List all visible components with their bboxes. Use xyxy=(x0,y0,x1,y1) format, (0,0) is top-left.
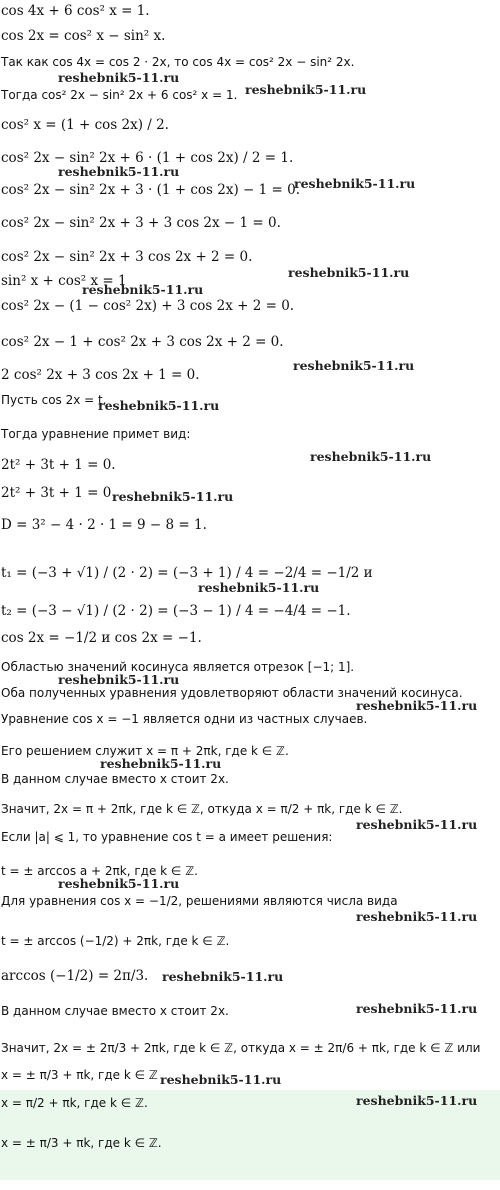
solution-line: Значит, 2x = ± 2π/3 + 2πk, где k ∈ ℤ, откуда x = ± 2π/6 + πk, где k ∈ ℤ или xyxy=(1,1041,481,1055)
watermark: reshebnik5-11.ru xyxy=(100,756,222,771)
solution-line: cos² 2x − (1 − cos² 2x) + 3 cos 2x + 2 = 0. xyxy=(1,298,295,314)
solution-line: В данном случае вместо x стоит 2x. xyxy=(1,772,229,786)
watermark: reshebnik5-11.ru xyxy=(58,672,180,687)
solution-line: Если |a| ⩽ 1, то уравнение cos t = a имеет решения: xyxy=(1,830,333,844)
solution-line: t = ± arccos a + 2πk, где k ∈ ℤ. xyxy=(1,864,198,878)
solution-line: arccos (−1/2) = 2π/3. xyxy=(1,968,149,984)
solution-line: Пусть cos 2x = t. xyxy=(1,393,107,407)
watermark: reshebnik5-11.ru xyxy=(58,164,180,179)
solution-line: cos² 2x − sin² 2x + 3 + 3 cos 2x − 1 = 0. xyxy=(1,215,281,231)
solution-line: Уравнение cos x = −1 является одни из частных случаев. xyxy=(1,712,368,726)
solution-line: cos² 2x − sin² 2x + 3 · (1 + cos 2x) − 1 = 0. xyxy=(1,182,301,198)
solution-line: cos² x = (1 + cos 2x) / 2. xyxy=(1,117,169,133)
solution-line: cos 2x = −1/2 и cos 2x = −1. xyxy=(1,630,202,646)
watermark: reshebnik5-11.ru xyxy=(162,969,284,984)
solution-line: Его решением служит x = π + 2πk, где k ∈ ℤ. xyxy=(1,744,289,758)
watermark: reshebnik5-11.ru xyxy=(58,876,180,891)
watermark: reshebnik5-11.ru xyxy=(98,398,220,413)
solution-line: t = ± arccos (−1/2) + 2πk, где k ∈ ℤ. xyxy=(1,934,230,948)
watermark: reshebnik5-11.ru xyxy=(112,489,234,504)
solution-line: sin² x + cos² x = 1 xyxy=(1,273,127,289)
solution-line: cos 4x + 6 cos² x = 1. xyxy=(1,3,150,19)
watermark: reshebnik5-11.ru xyxy=(245,82,367,97)
solution-line: t₂ = (−3 − √1) / (2 · 2) = (−3 − 1) / 4 = −4/4 = −1. xyxy=(1,603,351,619)
solution-line: cos 2x = cos² x − sin² x. xyxy=(1,28,166,44)
solution-line: Так как cos 4x = cos 2 · 2x, то cos 4x = cos² 2x − sin² 2x. xyxy=(1,55,355,69)
watermark: reshebnik5-11.ru xyxy=(356,1001,478,1016)
answer-line: x = π/2 + πk, где k ∈ ℤ. xyxy=(1,1096,148,1110)
solution-line: Оба полученных уравнения удовлетворяют области значений косинуса. xyxy=(1,686,463,700)
solution-line: Для уравнения cos x = −1/2, решениями являются числа вида xyxy=(1,894,398,908)
watermark: reshebnik5-11.ru xyxy=(294,176,416,191)
watermark: reshebnik5-11.ru xyxy=(58,70,180,85)
solution-line: Значит, 2x = π + 2πk, где k ∈ ℤ, откуда x = π/2 + πk, где k ∈ ℤ. xyxy=(1,802,403,816)
watermark: reshebnik5-11.ru xyxy=(356,698,478,713)
solution-line: t₁ = (−3 + √1) / (2 · 2) = (−3 + 1) / 4 = −2/4 = −1/2 и xyxy=(1,565,373,581)
watermark: reshebnik5-11.ru xyxy=(356,1093,478,1108)
solution-line: cos² 2x − 1 + cos² 2x + 3 cos 2x + 2 = 0. xyxy=(1,334,284,350)
solution-line: Тогда уравнение примет вид: xyxy=(1,427,191,441)
watermark: reshebnik5-11.ru xyxy=(288,265,410,280)
watermark: reshebnik5-11.ru xyxy=(293,358,415,373)
solution-line: В данном случае вместо x стоит 2x. xyxy=(1,1004,229,1018)
watermark: reshebnik5-11.ru xyxy=(198,580,320,595)
watermark: reshebnik5-11.ru xyxy=(356,909,478,924)
watermark: reshebnik5-11.ru xyxy=(82,282,204,297)
solution-line: Областью значений косинуса является отрезок [−1; 1]. xyxy=(1,660,355,674)
solution-line: cos² 2x − sin² 2x + 6 · (1 + cos 2x) / 2 = 1. xyxy=(1,150,294,166)
answer-line: x = ± π/3 + πk, где k ∈ ℤ. xyxy=(1,1136,162,1150)
watermark: reshebnik5-11.ru xyxy=(310,449,432,464)
solution-line: 2t² + 3t + 1 = 0. xyxy=(1,457,116,473)
watermark: reshebnik5-11.ru xyxy=(356,817,478,832)
solution-line: 2 cos² 2x + 3 cos 2x + 1 = 0. xyxy=(1,367,200,383)
solution-line: 2t² + 3t + 1 = 0 xyxy=(1,485,112,501)
watermark: reshebnik5-11.ru xyxy=(160,1072,282,1087)
solution-line: x = ± π/3 + πk, где k ∈ ℤ xyxy=(1,1068,158,1082)
solution-line: Тогда cos² 2x − sin² 2x + 6 cos² x = 1. xyxy=(1,88,238,102)
solution-line: cos² 2x − sin² 2x + 3 cos 2x + 2 = 0. xyxy=(1,249,253,265)
solution-line: D = 3² − 4 · 2 · 1 = 9 − 8 = 1. xyxy=(1,517,207,533)
